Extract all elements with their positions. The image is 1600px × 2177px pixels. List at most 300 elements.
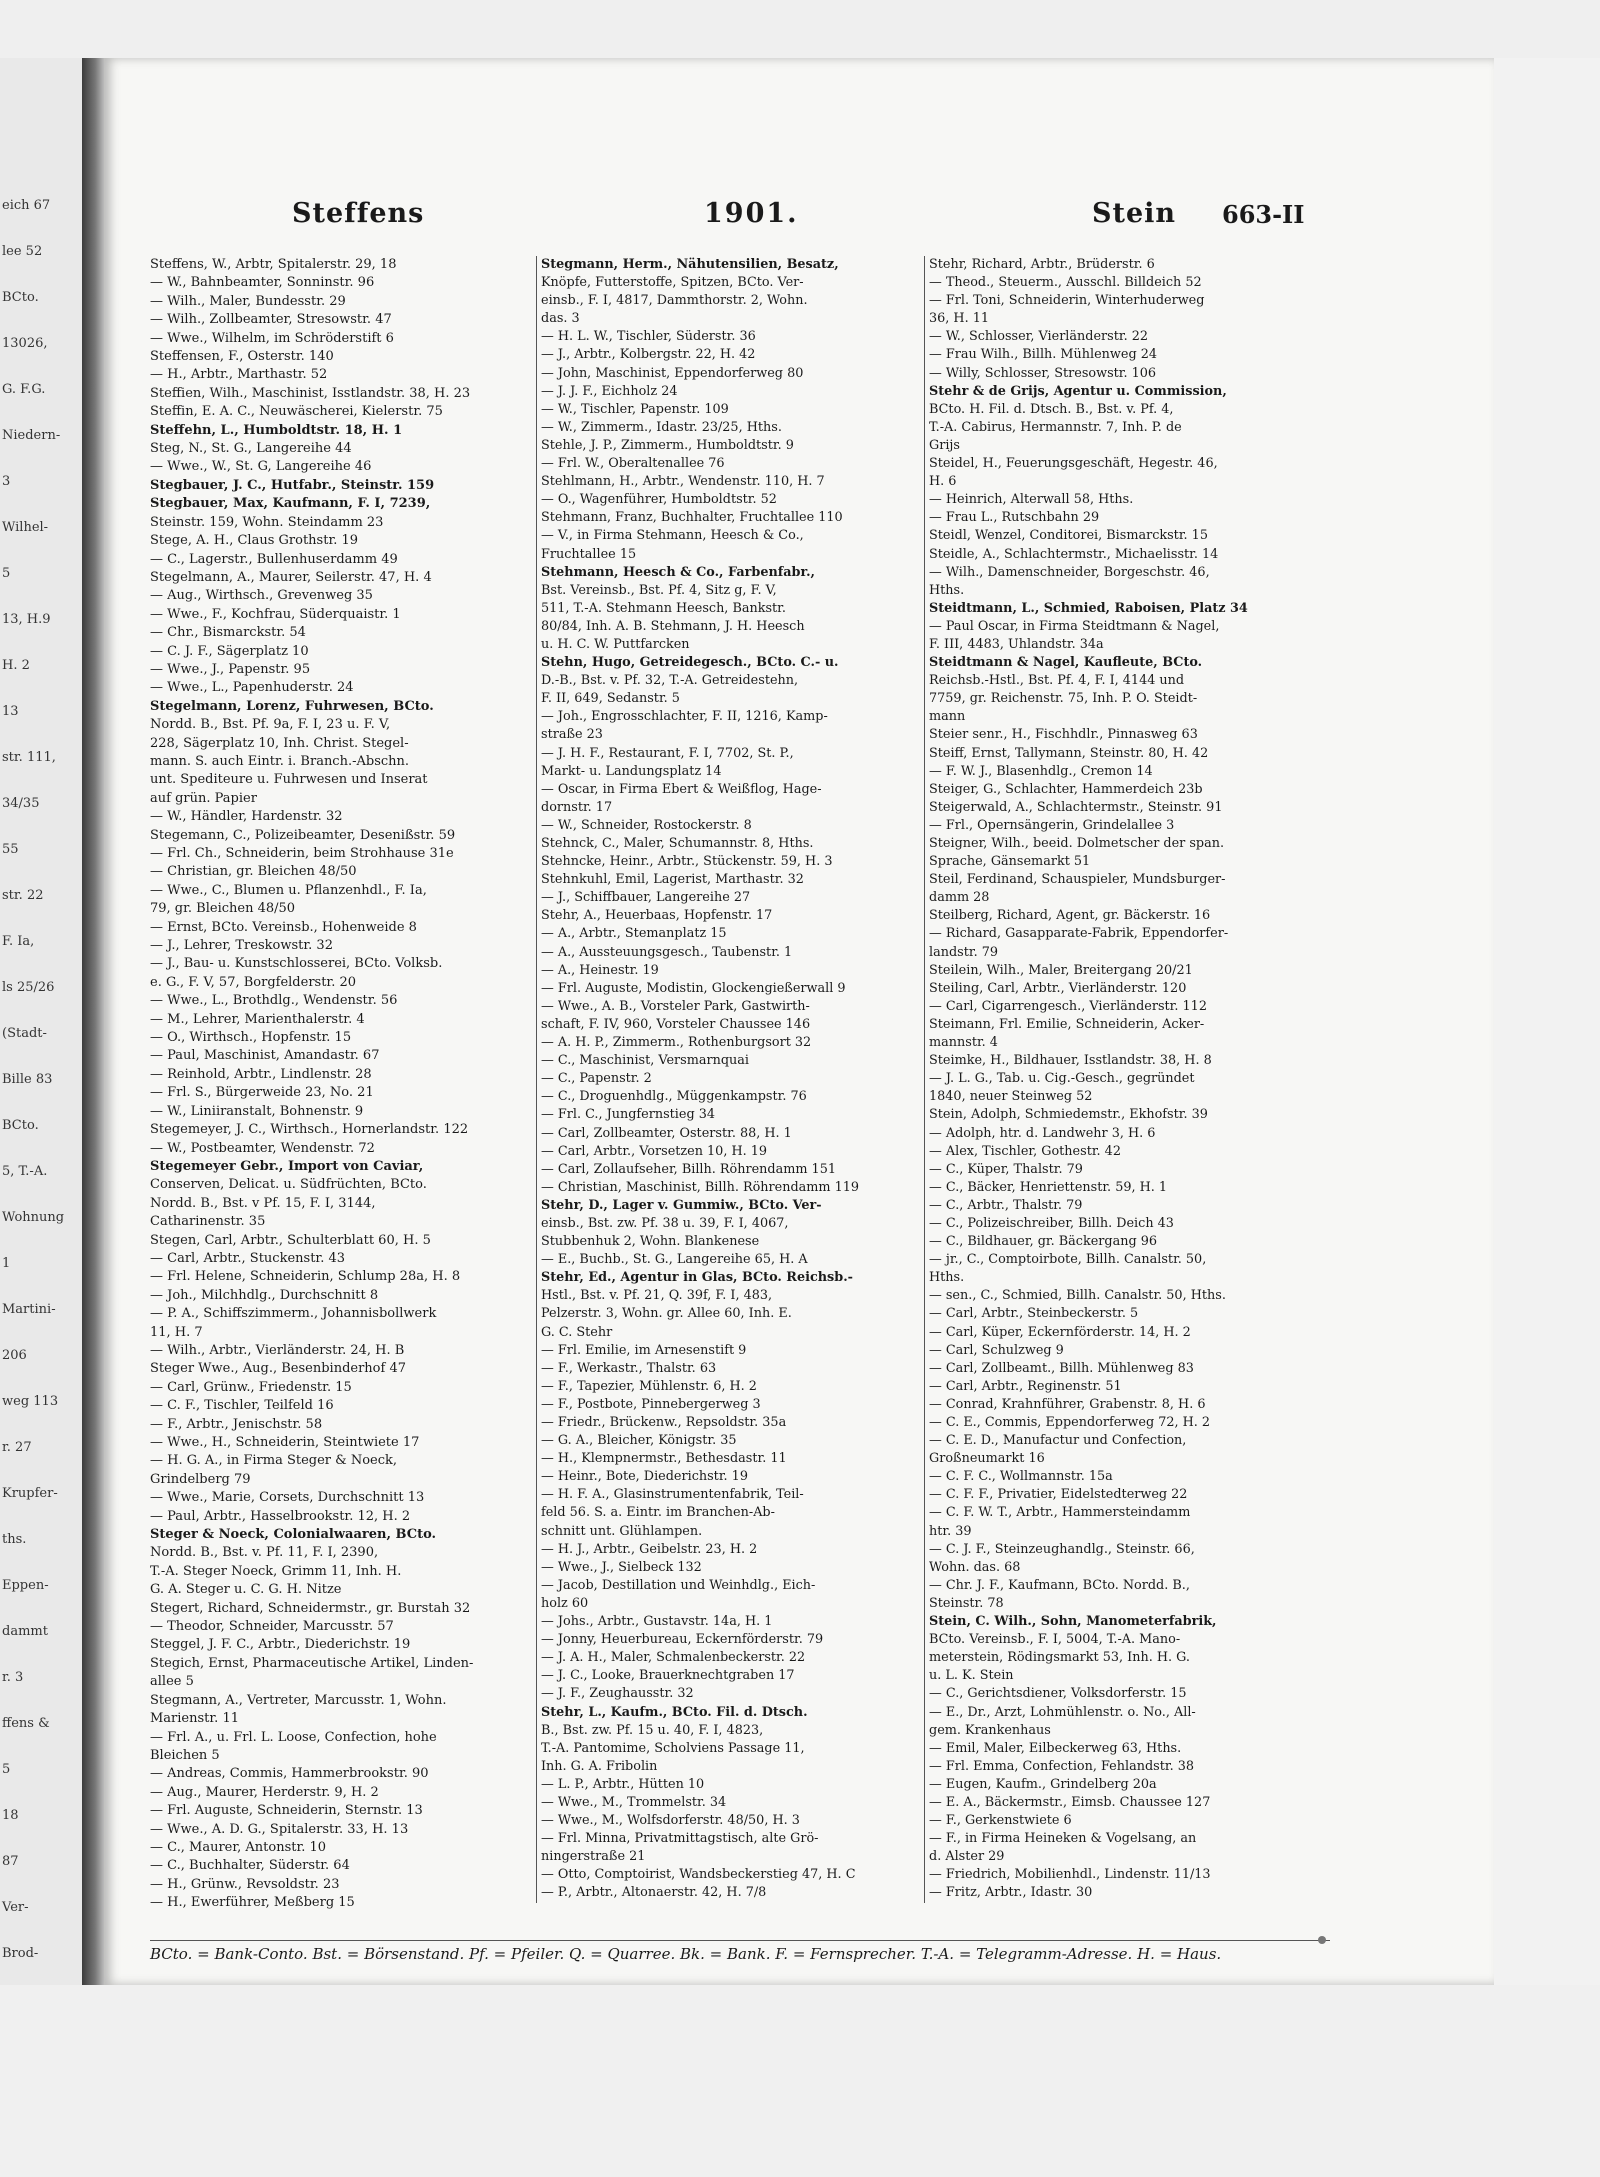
directory-entry: — Wwe., L., Brothdlg., Wendenstr. 56 [150, 993, 398, 1009]
previous-page-fragment: r. 3 [2, 1670, 24, 1685]
directory-entry: Stegbauer, J. C., Hutfabr., Steinstr. 159 [150, 477, 435, 493]
directory-entry: mann. S. auch Eintr. i. Branch.-Abschn. [150, 753, 410, 769]
previous-page-fragment: F. Ia, [2, 934, 35, 949]
directory-entry: unt. Spediteure u. Fuhrwesen und Inserat [150, 772, 428, 788]
directory-entry: Steil, Ferdinand, Schauspieler, Mundsburger- [929, 872, 1226, 888]
directory-entry: Stehlmann, H., Arbtr., Wendenstr. 110, H. 7 [541, 474, 825, 490]
directory-entry: — Frau Wilh., Billh. Mühlenweg 24 [929, 347, 1157, 363]
directory-entry: mannstr. 4 [929, 1035, 998, 1051]
directory-entry: — Frl. Auguste, Schneiderin, Sternstr. 13 [150, 1803, 423, 1819]
directory-entry: — C., Maurer, Antonstr. 10 [150, 1839, 327, 1855]
directory-entry: — Friedr., Brückenw., Repsoldstr. 35a [541, 1415, 787, 1430]
directory-entry: — C., Maschinist, Versmarnquai [541, 1053, 749, 1069]
directory-entry: Stubbenhuk 2, Wohn. Blankenese [541, 1234, 760, 1250]
directory-entry: — C., Papenstr. 2 [541, 1071, 652, 1087]
previous-page-fragment: dammt [2, 1624, 48, 1639]
directory-entry: Stehr, Richard, Arbtr., Brüderstr. 6 [929, 257, 1155, 272]
directory-entry: — Carl, Schulzweg 9 [929, 1342, 1064, 1358]
directory-entry: Stehr, L., Kaufm., BCto. Fil. d. Dtsch. [541, 1704, 808, 1720]
directory-entry: Bleichen 5 [150, 1747, 220, 1763]
directory-entry: Steinstr. 78 [929, 1595, 1004, 1611]
directory-entry: feld 56. S. a. Eintr. im Branchen-Ab- [541, 1505, 775, 1521]
directory-entry: Hths. [929, 1270, 965, 1286]
previous-page-fragment: Ver- [2, 1900, 29, 1915]
directory-entry: — Theod., Steuerm., Ausschl. Billdeich 52 [929, 275, 1202, 291]
previous-page-fragment: 206 [2, 1348, 27, 1363]
directory-entry: holz 60 [541, 1595, 589, 1611]
directory-entry: — C., Bildhauer, gr. Bäckergang 96 [929, 1234, 1158, 1250]
directory-entry: D.-B., Bst. v. Pf. 32, T.-A. Getreidestehn, [541, 673, 799, 689]
directory-entry: Stehmann, Franz, Buchhalter, Fruchtallee 110 [541, 510, 843, 526]
directory-entry: — Frl. Toni, Schneiderin, Winterhuderweg [929, 293, 1205, 309]
directory-entry: T.-A. Cabirus, Hermannstr. 7, Inh. P. de [929, 419, 1182, 435]
directory-entry: Steiling, Carl, Arbtr., Vierländerstr. 120 [929, 980, 1187, 996]
previous-page-fragment: 5 [2, 1762, 11, 1777]
directory-entry: — Theodor, Schneider, Marcusstr. 57 [150, 1619, 394, 1635]
directory-entry: mann [929, 709, 966, 725]
directory-entry: — A., Heinestr. 19 [541, 962, 659, 978]
directory-entry: Stehmann, Heesch & Co., Farbenfabr., [541, 564, 815, 580]
directory-entry: BCto. Vereinsb., F. I, 5004, T.-A. Mano- [929, 1632, 1181, 1648]
directory-entry: allee 5 [150, 1674, 194, 1690]
directory-entry: — Wwe., M., Trommelstr. 34 [541, 1794, 727, 1810]
directory-entry: — F., Gerkenstwiete 6 [929, 1813, 1072, 1829]
directory-entry: — F., Arbtr., Jenischstr. 58 [150, 1416, 323, 1432]
directory-entry: Stegemeyer Gebr., Import von Caviar, [150, 1158, 424, 1174]
directory-entry: Pelzerstr. 3, Wohn. gr. Allee 60, Inh. E. [541, 1306, 792, 1322]
directory-entry: BCto. H. Fil. d. Dtsch. B., Bst. v. Pf. 4, [929, 401, 1174, 417]
directory-entry: — J., Lehrer, Treskowstr. 32 [150, 938, 333, 954]
directory-entry: 228, Sägerplatz 10, Inh. Christ. Stegel- [150, 735, 409, 751]
directory-entry: — J. C., Looke, Brauerknechtgraben 17 [541, 1668, 795, 1684]
directory-entry: — Frl. A., u. Frl. L. Loose, Confection, hohe [150, 1729, 437, 1745]
directory-entry: — C., Gerichtsdiener, Volksdorferstr. 15 [929, 1686, 1187, 1702]
directory-entry: — E., Buchb., St. G., Langereihe 65, H. A [541, 1252, 808, 1268]
directory-entry: landstr. 79 [929, 944, 998, 960]
directory-entry: meterstein, Rödingsmarkt 53, Inh. H. G. [929, 1650, 1190, 1666]
previous-page-fragment: 18 [2, 1808, 19, 1823]
directory-entry: — Wwe., Wilhelm, im Schröderstift 6 [150, 330, 394, 346]
directory-entry: Steffehn, L., Humboldtstr. 18, H. 1 [150, 422, 403, 438]
running-head-left: Steffens [292, 198, 425, 229]
directory-entry: Stegen, Carl, Arbtr., Schulterblatt 60, H. 5 [150, 1232, 431, 1248]
directory-entry: — E., Dr., Arzt, Lohmühlenstr. o. No., All- [929, 1704, 1196, 1720]
directory-entry: — Carl, Zollaufseher, Billh. Röhrendamm 151 [541, 1161, 836, 1177]
directory-entry: Stehnkuhl, Emil, Lagerist, Marthastr. 32 [541, 872, 804, 888]
directory-entry: — Heinrich, Alterwall 58, Hths. [929, 492, 1134, 508]
directory-entry: — Johs., Arbtr., Gustavstr. 14a, H. 1 [541, 1614, 773, 1630]
directory-entry: — Jacob, Destillation und Weinhdlg., Eich- [541, 1577, 816, 1593]
directory-entry: Steilberg, Richard, Agent, gr. Bäckerstr. 16 [929, 908, 1211, 924]
directory-entry: Fruchtallee 15 [541, 546, 637, 562]
directory-entry: — L. P., Arbtr., Hütten 10 [541, 1776, 705, 1792]
directory-entry: — Wwe., Marie, Corsets, Durchschnitt 13 [150, 1490, 425, 1506]
previous-page-fragment: weg 113 [2, 1394, 59, 1409]
previous-page-fragment: 5 [2, 566, 11, 581]
directory-entry: — W., Händler, Hardenstr. 32 [150, 809, 343, 825]
directory-entry: Steffien, Wilh., Maschinist, Isstlandstr. 38, H. 23 [150, 385, 471, 401]
directory-entry: Knöpfe, Futterstoffe, Spitzen, BCto. Ver- [541, 275, 804, 291]
page-header [104, 198, 1494, 238]
directory-entry: Wohn. das. 68 [929, 1559, 1021, 1575]
directory-entry: Markt- u. Landungsplatz 14 [541, 763, 722, 779]
directory-entry: — F. W. J., Blasenhdlg., Cremon 14 [929, 763, 1153, 779]
directory-entry: — C., Buchhalter, Süderstr. 64 [150, 1858, 350, 1874]
directory-entry: — Joh., Milchhdlg., Durchschnitt 8 [150, 1287, 379, 1303]
directory-entry: Stein, C. Wilh., Sohn, Manometerfabrik, [929, 1614, 1217, 1630]
directory-entry: e. G., F. V, 57, Borgfelderstr. 20 [150, 974, 357, 990]
previous-page-fragment: Martini- [2, 1302, 56, 1317]
directory-entry: 36, H. 11 [929, 311, 989, 327]
directory-entry: Steimke, H., Bildhauer, Isstlandstr. 38, H. 8 [929, 1053, 1212, 1069]
directory-entry: — O., Wirthsch., Hopfenstr. 15 [150, 1030, 352, 1046]
directory-entry: — Carl, Zollbeamt., Billh. Mühlenweg 83 [929, 1360, 1194, 1376]
directory-entry: — A., Aussteuungsgesch., Taubenstr. 1 [541, 944, 793, 960]
directory-entry: — Frl., Opernsängerin, Grindelallee 3 [929, 817, 1175, 833]
column-1 [150, 256, 538, 1913]
previous-page-fragment: eich 67 [2, 198, 51, 213]
previous-page-fragment: 34/35 [2, 796, 40, 811]
scan-background-top [0, 0, 1600, 58]
column-3 [924, 256, 1325, 1903]
directory-entry: Grijs [929, 437, 960, 453]
directory-entry: — Wwe., C., Blumen u. Pflanzenhdl., F. Ia, [150, 882, 427, 898]
running-head-right: Stein [1092, 198, 1177, 229]
previous-page-fragment: Eppen- [2, 1578, 49, 1593]
directory-entry: T.-A. Steger Noeck, Grimm 11, Inh. H. [150, 1563, 402, 1579]
directory-entry: — Carl, Arbtr., Stuckenstr. 43 [150, 1250, 346, 1266]
directory-entry: — Adolph, htr. d. Landwehr 3, H. 6 [929, 1125, 1156, 1141]
directory-entry: — A. H. P., Zimmerm., Rothenburgsort 32 [541, 1035, 812, 1051]
directory-entry: — Paul Oscar, in Firma Steidtmann & Nagel, [929, 618, 1220, 634]
directory-entry: dornstr. 17 [541, 799, 613, 815]
previous-page-fragment: 1 [2, 1256, 11, 1271]
directory-entry: — Wwe., H., Schneiderin, Steintwiete 17 [150, 1435, 420, 1450]
directory-entry: — Frl. C., Jungfernstieg 34 [541, 1107, 716, 1123]
directory-entry: damm 28 [929, 890, 990, 906]
directory-entry: — C., Küper, Thalstr. 79 [929, 1161, 1083, 1177]
directory-entry: — V., in Firma Stehmann, Heesch & Co., [541, 528, 804, 544]
previous-page-fragment: ths. [2, 1532, 27, 1547]
directory-entry: htr. 39 [929, 1523, 972, 1539]
directory-entry: — J. J. F., Eichholz 24 [541, 383, 678, 399]
directory-entry: — W., Schlosser, Vierländerstr. 22 [929, 329, 1148, 345]
directory-entry: — Frl. Helene, Schneiderin, Schlump 28a, H. 8 [150, 1269, 461, 1285]
directory-entry: — Wwe., M., Wolfsdorferstr. 48/50, H. 3 [541, 1813, 800, 1829]
directory-entry: — Christian, gr. Bleichen 48/50 [150, 864, 357, 880]
directory-entry: — C. F. W. T., Arbtr., Hammersteindamm [929, 1505, 1191, 1521]
directory-entry: schaft, F. IV, 960, Vorsteler Chaussee 146 [541, 1016, 811, 1032]
book-gutter [82, 58, 104, 1985]
directory-entry: Stegmann, A., Vertreter, Marcusstr. 1, Wohn. [150, 1692, 447, 1708]
previous-page-fragment: Niedern- [2, 428, 61, 443]
directory-entry: — Frl. Ch., Schneiderin, beim Strohhause 31e [150, 846, 454, 861]
directory-entry: Steier senr., H., Fischhdlr., Pinnasweg 63 [929, 727, 1198, 743]
directory-entry: Stegelmann, A., Maurer, Seilerstr. 47, H. 4 [150, 569, 432, 585]
directory-entry: F. III, 4483, Uhlandstr. 34a [929, 636, 1104, 652]
directory-entry: schnitt unt. Glühlampen. [541, 1523, 703, 1539]
directory-entry: 7759, gr. Reichenstr. 75, Inh. P. O. Steidt- [929, 691, 1198, 707]
directory-entry: B., Bst. zw. Pf. 15 u. 40, F. I, 4823, [541, 1722, 764, 1738]
previous-page-fragment: 5, T.-A. [2, 1164, 48, 1179]
directory-entry: Stehr, D., Lager v. Gummiw., BCto. Ver- [541, 1197, 822, 1213]
directory-entry: — John, Maschinist, Eppendorferweg 80 [541, 365, 804, 381]
directory-entry: Nordd. B., Bst. v. Pf. 11, F. I, 2390, [150, 1545, 379, 1561]
directory-entry: — jr., C., Comptoirbote, Billh. Canalstr. 50, [929, 1252, 1207, 1268]
directory-entry: Steger & Noeck, Colonialwaaren, BCto. [150, 1527, 437, 1543]
directory-entry: — Wwe., L., Papenhuderstr. 24 [150, 680, 354, 696]
directory-entry: — H., Arbtr., Marthastr. 52 [150, 367, 328, 383]
directory-entry: — Frl. W., Oberaltenallee 76 [541, 456, 725, 472]
directory-entry: Großneumarkt 16 [929, 1451, 1045, 1467]
directory-entry: — H. G. A., in Firma Steger & Noeck, [150, 1453, 398, 1469]
directory-entry: — C., Polizeischreiber, Billh. Deich 43 [929, 1215, 1174, 1231]
previous-page-fragment: ffens & [2, 1716, 50, 1731]
year-heading: 1901. [704, 198, 799, 229]
previous-page-fragment: BCto. [2, 290, 39, 305]
directory-entry: — A., Arbtr., Stemanplatz 15 [541, 926, 727, 942]
directory-entry: Steigerwald, A., Schlachtermstr., Steinstr. 91 [929, 799, 1223, 815]
directory-entry: — Wwe., J., Sielbeck 132 [541, 1559, 702, 1575]
directory-entry: Steffin, E. A. C., Neuwäscherei, Kielerstr. 75 [150, 404, 443, 420]
directory-entry: — Ernst, BCto. Vereinsb., Hohenweide 8 [150, 919, 417, 935]
scan-background-bottom [0, 1985, 1600, 2177]
directory-entry: — Wilh., Maler, Bundesstr. 29 [150, 293, 346, 309]
directory-entry: H. 6 [929, 474, 957, 490]
abbreviations-footer: BCto. = Bank-Conto. Bst. = Börsenstand. Pf. = Pfeiler. Q. = Quarree. Bk. = Bank. F. = Fernsprecher. T.-A. = Telegramm-Adresse. H. = Haus. [150, 1940, 1330, 1963]
directory-entry: Steger Wwe., Aug., Besenbinderhof 47 [150, 1361, 406, 1377]
directory-entry: 11, H. 7 [150, 1324, 203, 1340]
directory-entry: — H. F. A., Glasinstrumentenfabrik, Teil- [541, 1487, 804, 1503]
directory-entry: Stegbauer, Max, Kaufmann, F. I, 7239, [150, 496, 431, 512]
directory-entry: einsb., Bst. zw. Pf. 38 u. 39, F. I, 4067, [541, 1215, 789, 1231]
previous-page-fragment: BCto. [2, 1118, 39, 1133]
directory-entry: — Frau L., Rutschbahn 29 [929, 510, 1100, 526]
previous-page-fragment: r. 27 [2, 1440, 32, 1455]
directory-entry: Stegemeyer, J. C., Wirthsch., Hornerlandstr. 122 [150, 1122, 469, 1138]
directory-entry: — J., Bau- u. Kunstschlosserei, BCto. Volksb. [150, 956, 443, 972]
directory-entry: — Wilh., Arbtr., Vierländerstr. 24, H. B [150, 1342, 405, 1358]
directory-entry: — J. F., Zeughausstr. 32 [541, 1686, 694, 1702]
directory-entry: — sen., C., Schmied, Billh. Canalstr. 50, Hths. [929, 1288, 1226, 1304]
previous-page-fragment: 55 [2, 842, 19, 857]
directory-entry: Inh. G. A. Fribolin [541, 1758, 658, 1774]
directory-entry: Bst. Vereinsb., Bst. Pf. 4, Sitz g, F. V, [541, 582, 777, 598]
directory-entry: Steimann, Frl. Emilie, Schneiderin, Acker- [929, 1016, 1205, 1032]
directory-entry: Steinstr. 159, Wohn. Steindamm 23 [150, 514, 384, 530]
directory-entry: — C. F. F., Privatier, Eidelstedterweg 22 [929, 1487, 1188, 1503]
directory-entry: — Alex, Tischler, Gothestr. 42 [929, 1143, 1121, 1159]
previous-page-fragment: H. 2 [2, 658, 30, 673]
directory-entry: — Wwe., J., Papenstr. 95 [150, 661, 311, 677]
directory-entry: — Carl, Küper, Eckernförderstr. 14, H. 2 [929, 1324, 1191, 1340]
directory-entry: — Eugen, Kaufm., Grindelberg 20a [929, 1776, 1157, 1792]
directory-entry: Grindelberg 79 [150, 1471, 251, 1487]
directory-entry: — F., Werkastr., Thalstr. 63 [541, 1360, 717, 1376]
previous-page-fragment: Bille 83 [2, 1072, 53, 1087]
previous-page-fragment: Krupfer- [2, 1486, 58, 1501]
directory-entry: Stehn, Hugo, Getreidegesch., BCto. C.- u. [541, 655, 839, 671]
directory-entry: Stegert, Richard, Schneidermstr., gr. Burstah 32 [150, 1600, 471, 1616]
directory-entry: Hths. [929, 582, 965, 598]
directory-entry: Steidel, H., Feuerungsgeschäft, Hegestr. 46, [929, 456, 1218, 472]
directory-entry: Steffensen, F., Osterstr. 140 [150, 349, 334, 365]
directory-entry: — F., Postbote, Pinnebergerweg 3 [541, 1396, 761, 1412]
directory-entry: — Jonny, Heuerbureau, Eckernförderstr. 79 [541, 1632, 824, 1648]
directory-entry: das. 3 [541, 311, 580, 327]
page-number: 663-II [1222, 200, 1305, 229]
directory-entry: — Wwe., F., Kochfrau, Süderquaistr. 1 [150, 606, 401, 622]
directory-entry: — Wwe., A. B., Vorsteler Park, Gastwirth- [541, 998, 810, 1014]
directory-entry: — J. H. F., Restaurant, F. I, 7702, St. P., [541, 745, 794, 761]
directory-entry: Conserven, Delicat. u. Südfrüchten, BCto. [150, 1177, 427, 1193]
directory-entry: u. H. C. W. Puttfarcken [541, 636, 690, 652]
directory-entry: — W., Postbeamter, Wendenstr. 72 [150, 1140, 375, 1156]
directory-entry: — C. J. F., Sägerplatz 10 [150, 643, 309, 659]
directory-entry: — H. J., Arbtr., Geibelstr. 23, H. 2 [541, 1541, 758, 1557]
directory-entry: — Andreas, Commis, Hammerbrookstr. 90 [150, 1766, 429, 1782]
directory-entry: Stegmann, Herm., Nähutensilien, Besatz, [541, 257, 839, 272]
previous-page-fragment: str. 111, [2, 750, 56, 765]
directory-entry: — Emil, Maler, Eilbeckerweg 63, Hths. [929, 1740, 1182, 1756]
directory-entry: — Frl. Emma, Confection, Fehlandstr. 38 [929, 1758, 1194, 1774]
previous-page-fragment: 13, H.9 [2, 612, 51, 627]
directory-entry: — C. F., Tischler, Teilfeld 16 [150, 1398, 334, 1414]
directory-entry: — Aug., Wirthsch., Grevenweg 35 [150, 588, 373, 604]
directory-entry: — W., Zimmerm., Idastr. 23/25, Hths. [541, 419, 782, 435]
previous-page-fragment: G. F.G. [2, 382, 46, 397]
scan-speck [1318, 1936, 1326, 1944]
directory-entry: straße 23 [541, 727, 603, 743]
directory-entry: Steidtmann & Nagel, Kaufleute, BCto. [929, 655, 1203, 671]
directory-entry: ningerstraße 21 [541, 1849, 646, 1865]
directory-entry: — Fritz, Arbtr., Idastr. 30 [929, 1885, 1093, 1901]
previous-page-strip [0, 58, 83, 1985]
directory-entry: Stein, Adolph, Schmiedemstr., Ekhofstr. 39 [929, 1107, 1208, 1123]
directory-entry: — Wwe., W., St. G, Langereihe 46 [150, 459, 372, 475]
directory-entry: Stege, A. H., Claus Grothstr. 19 [150, 533, 359, 549]
directory-entry: — C. F. C., Wollmannstr. 15a [929, 1469, 1113, 1485]
directory-entry: Stegelmann, Lorenz, Fuhrwesen, BCto. [150, 698, 434, 714]
directory-entry: — Carl, Cigarrengesch., Vierländerstr. 112 [929, 998, 1207, 1014]
directory-entry: Hstl., Bst. v. Pf. 21, Q. 39f, F. I, 483, [541, 1288, 773, 1304]
directory-entry: — J. A. H., Maler, Schmalenbeckerstr. 22 [541, 1650, 806, 1666]
directory-entry: — Aug., Maurer, Herderstr. 9, H. 2 [150, 1784, 379, 1800]
directory-entry: G. A. Steger u. C. G. H. Nitze [150, 1582, 342, 1598]
directory-entry: — Heinr., Bote, Diederichstr. 19 [541, 1469, 748, 1485]
directory-entry: — F., Tapezier, Mühlenstr. 6, H. 2 [541, 1378, 757, 1394]
directory-entry: — W., Bahnbeamter, Sonninstr. 96 [150, 275, 375, 291]
directory-entry: — P., Arbtr., Altonaerstr. 42, H. 7/8 [541, 1885, 767, 1901]
directory-entry: Steg, N., St. G., Langereihe 44 [150, 441, 352, 457]
directory-entry: — Reinhold, Arbtr., Lindlenstr. 28 [150, 1066, 372, 1082]
directory-entry: G. C. Stehr [541, 1324, 613, 1340]
directory-entry: — H., Ewerführer, Meßberg 15 [150, 1895, 355, 1911]
directory-entry: Stehr & de Grijs, Agentur u. Commission, [929, 383, 1227, 399]
previous-page-fragment: 13026, [2, 336, 48, 351]
directory-entry: 1840, neuer Steinweg 52 [929, 1089, 1093, 1105]
previous-page-fragment: ls 25/26 [2, 980, 55, 995]
previous-page-fragment: Wohnung [2, 1210, 65, 1225]
directory-entry: — J., Arbtr., Kolbergstr. 22, H. 42 [541, 347, 756, 363]
directory-entry: Nordd. B., Bst. Pf. 9a, F. I, 23 u. F. V, [150, 717, 391, 733]
directory-entry: 511, T.-A. Stehmann Heesch, Bankstr. [541, 600, 786, 616]
previous-page-fragment: lee 52 [2, 244, 43, 259]
directory-entry: Reichsb.-Hstl., Bst. Pf. 4, F. I, 4144 und [929, 673, 1185, 689]
directory-entry: Marienstr. 11 [150, 1711, 239, 1727]
directory-entry: — C., Lagerstr., Bullenhuserdamm 49 [150, 551, 398, 567]
directory-entry: — C. E. D., Manufactur und Confection, [929, 1433, 1187, 1449]
previous-page-fragment: Brod- [2, 1946, 39, 1961]
directory-entry: — C. E., Commis, Eppendorferweg 72, H. 2 [929, 1415, 1211, 1430]
directory-entry: Steilein, Wilh., Maler, Breitergang 20/21 [929, 962, 1193, 978]
directory-entry: — H., Grünw., Revsoldstr. 23 [150, 1876, 340, 1892]
directory-entry: Stehnck, C., Maler, Schumannstr. 8, Hths. [541, 836, 814, 851]
directory-entry: — Wilh., Damenschneider, Borgeschstr. 46, [929, 564, 1210, 580]
directory-entry: — Christian, Maschinist, Billh. Röhrendamm 119 [541, 1179, 860, 1195]
directory-entry: Sprache, Gänsemarkt 51 [929, 854, 1091, 870]
directory-entry: — Wwe., A. D. G., Spitalerstr. 33, H. 13 [150, 1821, 409, 1837]
directory-entry: — C., Arbtr., Thalstr. 79 [929, 1197, 1083, 1213]
directory-entry: — Richard, Gasapparate-Fabrik, Eppendorfer- [929, 926, 1229, 942]
directory-entry: — J. L. G., Tab. u. Cig.-Gesch., gegründet [929, 1071, 1195, 1087]
directory-page [104, 58, 1494, 1985]
directory-entry: — Carl, Grünw., Friedenstr. 15 [150, 1379, 352, 1395]
directory-entry: — H., Klempnermstr., Bethesdastr. 11 [541, 1451, 787, 1467]
directory-entry: — C. J. F., Steinzeughandlg., Steinstr. 66, [929, 1541, 1195, 1557]
directory-entry: — Conrad, Krahnführer, Grabenstr. 8, H. 6 [929, 1396, 1206, 1412]
directory-entry: — Carl, Arbtr., Steinbeckerstr. 5 [929, 1306, 1139, 1322]
directory-entry: — Chr., Bismarckstr. 54 [150, 625, 306, 641]
directory-entry: — Willy, Schlosser, Stresowstr. 106 [929, 365, 1157, 381]
directory-entry: Stehle, J. P., Zimmerm., Humboldtstr. 9 [541, 437, 794, 453]
directory-entry: Steiff, Ernst, Tallymann, Steinstr. 80, H. 42 [929, 745, 1209, 761]
directory-entry: — Frl. Minna, Privatmittagstisch, alte Grö- [541, 1831, 819, 1847]
directory-entry: — Paul, Maschinist, Amandastr. 67 [150, 1048, 380, 1064]
directory-entry: — C., Droguenhdlg., Müggenkampstr. 76 [541, 1089, 807, 1105]
directory-entry: Steigner, Wilh., beeid. Dolmetscher der span. [929, 836, 1225, 851]
directory-entry: Steffens, W., Arbtr, Spitalerstr. 29, 18 [150, 257, 397, 272]
directory-entry: — Frl. Emilie, im Arnesenstift 9 [541, 1342, 747, 1358]
directory-entry: — H. L. W., Tischler, Süderstr. 36 [541, 329, 756, 345]
directory-entry: F. II, 649, Sedanstr. 5 [541, 691, 680, 707]
directory-entry: Steidl, Wenzel, Conditorei, Bismarckstr. 15 [929, 528, 1208, 544]
directory-entry: — Wilh., Zollbeamter, Stresowstr. 47 [150, 312, 392, 328]
directory-entry: Steiger, G., Schlachter, Hammerdeich 23b [929, 781, 1203, 797]
directory-entry: Steggel, J. F. C., Arbtr., Diederichstr. 19 [150, 1637, 411, 1653]
directory-entry: Steidle, A., Schlachtermstr., Michaelisstr. 14 [929, 546, 1219, 562]
directory-entry: — Frl. Auguste, Modistin, Glockengießerwall 9 [541, 980, 846, 996]
directory-entry: — Carl, Zollbeamter, Osterstr. 88, H. 1 [541, 1125, 792, 1141]
directory-entry: — Paul, Arbtr., Hasselbrookstr. 12, H. 2 [150, 1508, 411, 1524]
directory-entry: — Carl, Arbtr., Reginenstr. 51 [929, 1378, 1122, 1394]
directory-entry: — W., Schneider, Rostockerstr. 8 [541, 817, 752, 833]
previous-page-fragment: (Stadt- [2, 1026, 47, 1041]
directory-entry: — J., Schiffbauer, Langereihe 27 [541, 890, 751, 906]
directory-entry: u. L. K. Stein [929, 1668, 1014, 1684]
previous-page-fragment: 13 [2, 704, 19, 719]
directory-entry: — Chr. J. F., Kaufmann, BCto. Nordd. B., [929, 1577, 1190, 1593]
previous-page-fragment: Wilhel- [2, 520, 49, 535]
directory-entry: — Frl. S., Bürgerweide 23, No. 21 [150, 1085, 374, 1101]
directory-entry: Nordd. B., Bst. v Pf. 15, F. I, 3144, [150, 1195, 376, 1211]
directory-entry: — Carl, Arbtr., Vorsetzen 10, H. 19 [541, 1143, 768, 1159]
directory-entry: — Joh., Engrosschlachter, F. II, 1216, Kamp- [541, 709, 828, 725]
previous-page-fragment: 3 [2, 474, 11, 489]
directory-entry: Steidtmann, L., Schmied, Raboisen, Platz 34 [929, 600, 1248, 616]
directory-entry: Stehr, Ed., Agentur in Glas, BCto. Reichsb.- [541, 1270, 853, 1286]
directory-entry: — W., Tischler, Papenstr. 109 [541, 401, 729, 417]
